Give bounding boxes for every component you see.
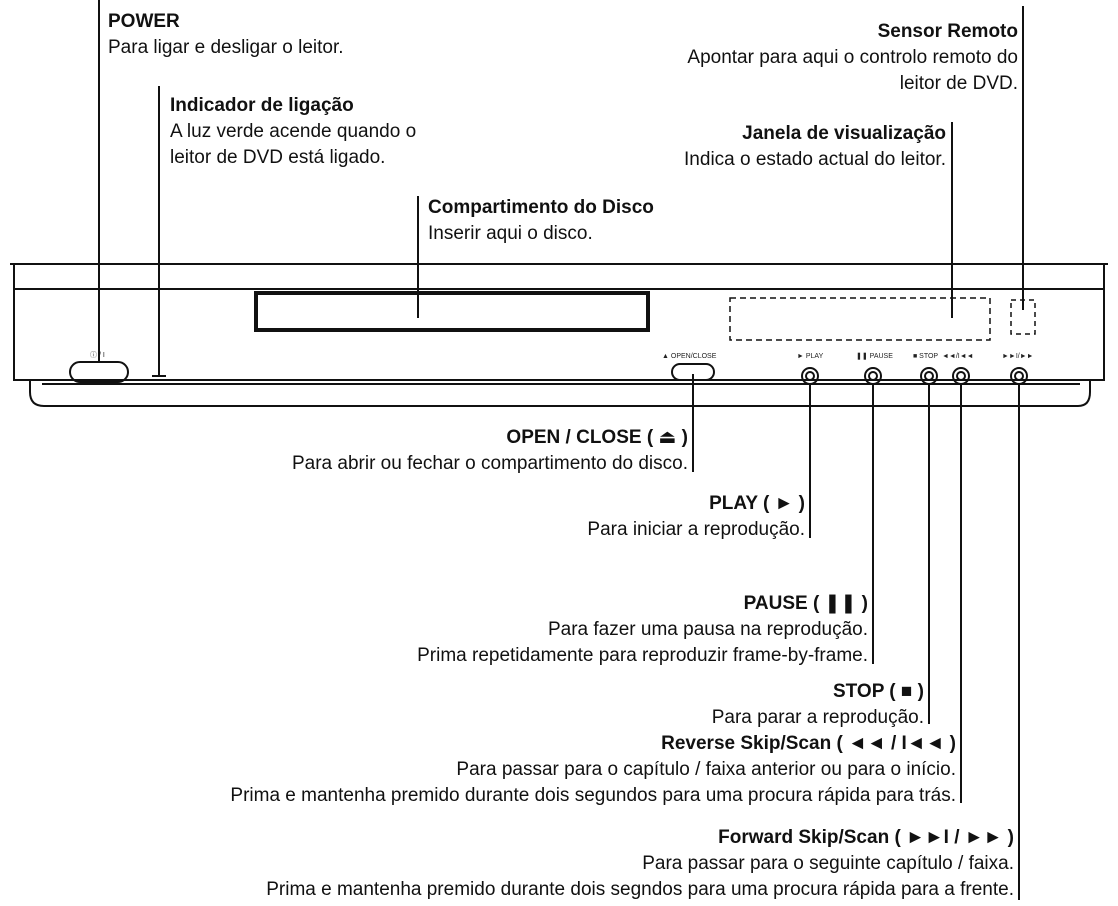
power-symbol-label: ⓘ / I	[90, 352, 105, 359]
reverse-callout	[230, 734, 956, 812]
indicator-title: Indicador de ligação	[170, 95, 354, 116]
open-close-panel-label: ▲ OPEN/CLOSE	[662, 353, 717, 360]
sensor-callout	[687, 22, 1018, 100]
pause-button[interactable]	[865, 368, 881, 384]
power-desc-1: Para ligar e desligar o leitor.	[108, 37, 344, 58]
disc-desc-1: Inserir aqui o disco.	[428, 223, 593, 244]
forward-callout	[266, 828, 1014, 906]
pause-callout	[417, 594, 868, 672]
display-callout	[684, 124, 946, 176]
power-callout	[108, 12, 344, 64]
display-title: Janela de visualização	[742, 123, 946, 144]
stop-desc-1: Para parar a reprodução.	[711, 707, 924, 728]
forward-title: Forward Skip/Scan ( ►►I / ►► )	[718, 827, 1014, 848]
stop-callout	[712, 682, 924, 734]
play-button[interactable]	[802, 368, 818, 384]
stop-button[interactable]	[921, 368, 937, 384]
disc-callout	[428, 198, 654, 250]
indicator-desc-1: A luz verde acende quando o	[170, 121, 417, 142]
pause-panel-label: ❚❚ PAUSE	[856, 353, 893, 360]
reverse-panel-label: ◄◄/I◄◄	[942, 353, 974, 360]
indicator-callout	[170, 96, 416, 174]
pause-title: PAUSE ( ❚❚ )	[743, 593, 868, 614]
forward-skip-button[interactable]	[1011, 368, 1027, 384]
reverse-skip-button[interactable]	[953, 368, 969, 384]
reverse-desc-1: Para passar para o capítulo / faixa anterior ou para o início.	[456, 759, 956, 780]
display-desc-1: Indica o estado actual do leitor.	[684, 149, 946, 170]
forward-desc-1: Para passar para o seguinte capítulo / faixa.	[642, 853, 1014, 874]
forward-panel-label: ►►I/►►	[1002, 353, 1034, 360]
play-panel-label: ► PLAY	[797, 353, 824, 360]
player-body	[14, 264, 1104, 380]
play-desc-1: Para iniciar a reprodução.	[587, 519, 805, 540]
pause-desc-1: Para fazer uma pausa na reprodução.	[547, 619, 868, 640]
power-title: POWER	[108, 11, 180, 32]
reverse-desc-2: Prima e mantenha premido durante dois segundos para uma procura rápida para trás.	[230, 785, 956, 806]
stop-title: STOP ( ■ )	[832, 681, 924, 702]
pause-desc-2: Prima repetidamente para reproduzir frame-by-frame.	[417, 645, 868, 666]
disc-title: Compartimento do Disco	[428, 197, 654, 218]
stop-panel-label: ■ STOP	[913, 353, 939, 360]
forward-desc-2: Prima e mantenha premido durante dois segndos para uma procura rápida para a frente.	[266, 879, 1014, 900]
indicator-desc-2: leitor de DVD está ligado.	[170, 147, 386, 168]
play-title: PLAY ( ► )	[709, 493, 805, 514]
sensor-title: Sensor Remoto	[877, 21, 1018, 42]
reverse-title: Reverse Skip/Scan ( ◄◄ / I◄◄ )	[661, 733, 956, 754]
open-close-callout	[292, 428, 688, 480]
sensor-desc-2: leitor de DVD.	[899, 73, 1018, 94]
open-close-title: OPEN / CLOSE ( ⏏ )	[506, 427, 688, 448]
play-callout	[587, 494, 805, 546]
open-close-desc-1: Para abrir ou fechar o compartimento do disco.	[291, 453, 688, 474]
disc-tray	[257, 294, 647, 329]
sensor-desc-1: Apontar para aqui o controlo remoto do	[687, 47, 1018, 68]
